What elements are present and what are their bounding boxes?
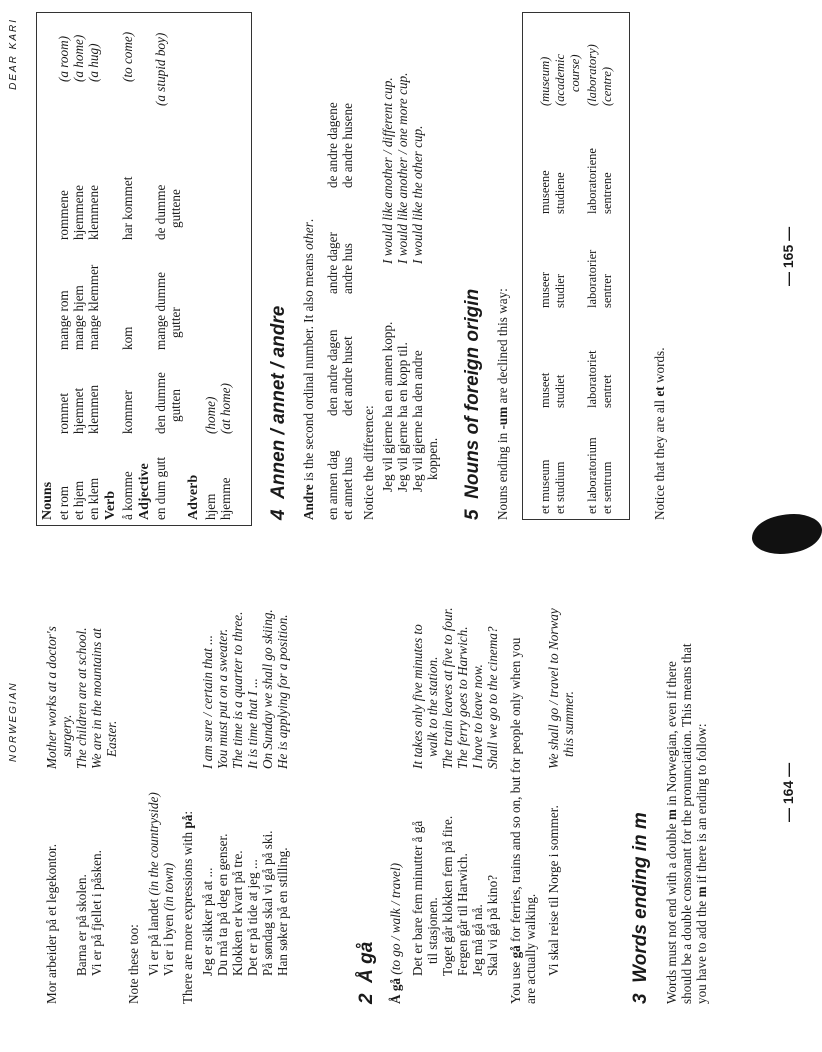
ex1-en-1: surgery. xyxy=(59,714,74,757)
ex3-no-2: Toget går klokken fem på fire. xyxy=(440,815,455,976)
noun-cell: klemmene xyxy=(86,185,101,240)
ex1-en-3: We are in the mountains at xyxy=(89,628,104,769)
ex2-no-0: Jeg er sikker på at ... xyxy=(200,867,215,976)
foreign-cell: et museum xyxy=(538,459,552,514)
ex5-no-0: Jeg vil gjerne ha en annen kopp. xyxy=(380,321,395,492)
ex1-en-2: The children are at school. xyxy=(74,627,89,769)
foreign-cell: et studium xyxy=(553,461,567,514)
noun-cell: klemmen xyxy=(86,384,101,434)
ex1-no-3: Vi er på fjellet i påsken. xyxy=(89,850,104,976)
foreign-cell: laboratorier xyxy=(585,249,599,308)
ex2-en-0: I am sure / certain that ... xyxy=(200,635,215,769)
ex3-no-4: Jeg må gå nå. xyxy=(470,904,485,976)
ex2-no-5: Han søker på en stilling. xyxy=(275,847,290,976)
adv-cell: (home) xyxy=(203,396,218,434)
section-2-heading: 2 Å gå xyxy=(356,941,377,1004)
note-line-1: Vi er i byen (in town) xyxy=(161,862,176,976)
ex3-en-4: I have to leave now. xyxy=(470,664,485,769)
ex4-no-0: Vi skal reise til Norge i sommer. xyxy=(546,805,561,976)
adj-cell: mange dumme xyxy=(153,271,168,350)
foreign-cell: studiet xyxy=(553,374,567,408)
noun-cell: (a hug) xyxy=(86,43,101,82)
adv-cell: hjemme xyxy=(218,477,233,520)
ex3-en-3: The ferry goes to Harwich. xyxy=(455,626,470,769)
ex2-en-4: On Sunday we shall go skiing. xyxy=(260,609,275,769)
aga-line: Å gå (to go / walk / travel) xyxy=(388,862,403,1004)
note-line-0: Vi er på landet (in the countryside) xyxy=(146,792,161,976)
andre-cell: de andre husene xyxy=(340,103,355,188)
andre-cell: det andre huset xyxy=(340,336,355,416)
ex3-no-5: Skal vi gå på kino? xyxy=(485,874,500,976)
section-3-heading: 3 Words ending in m xyxy=(630,812,651,1004)
noun-cell: mange rom xyxy=(56,290,71,350)
foreign-cell: sentrene xyxy=(600,172,614,214)
andre-text: Andre is the second ordinal number. It also means other. xyxy=(301,218,316,520)
use-ga-2: are actually walking. xyxy=(523,893,538,1004)
ex2-no-1: Du må ta på deg en genser. xyxy=(215,833,230,976)
foreign-cell: laboratoriene xyxy=(585,148,599,214)
foreign-cell: et sentrum xyxy=(600,461,614,514)
noun-cell: et hjem xyxy=(71,480,86,520)
ex3-no-0: Det er bare fem minutter å gå xyxy=(410,820,425,976)
foreign-cell: (laboratory) xyxy=(585,44,599,106)
adv-cell: hjem xyxy=(203,493,218,520)
ex3-no-3: Fergen går til Harwich. xyxy=(455,853,470,976)
page-number-left: — 164 — xyxy=(780,762,796,822)
ex5-no-2: Jeg vil gjerne ha den andre xyxy=(410,350,425,492)
foreign-cell: (centre) xyxy=(600,66,614,106)
ex5-no-3: koppen. xyxy=(425,437,440,480)
foreign-cell: museene xyxy=(538,170,552,214)
noun-cell: mange hjem xyxy=(71,285,86,350)
ex5-no-1: Jeg vil gjerne ha en kopp til. xyxy=(395,342,410,492)
noun-cell: hjemmet xyxy=(71,387,86,434)
noun-cell: rommet xyxy=(56,392,71,434)
ex2-en-1: You must put on a sweater. xyxy=(215,628,230,769)
foreign-cell: laboratoriet xyxy=(585,350,599,408)
ex4-en-1: this summer. xyxy=(561,691,576,757)
andre-cell: andre hus xyxy=(340,243,355,294)
foreign-cell: (museum) xyxy=(538,56,552,106)
ex2-en-3: It is time that I ... xyxy=(245,678,260,769)
foreign-cell: museer xyxy=(538,271,552,308)
adj-cell: gutter xyxy=(168,307,183,338)
more-expressions: There are more expressions with på: xyxy=(180,810,195,1004)
ex5-en-2: I would like the other cup. xyxy=(410,125,425,264)
foreign-cell: sentret xyxy=(600,374,614,408)
foreign-cell: course) xyxy=(568,54,582,92)
andre-cell: andre dager xyxy=(325,232,340,294)
adj-cell: en dum gutt xyxy=(153,456,168,520)
noun-cell: (a home) xyxy=(71,34,86,82)
page-164 xyxy=(0,526,822,1052)
use-ga-1: You use gå for ferries, trains and so on, but for people only when you xyxy=(508,637,523,1004)
verb-cell: å komme xyxy=(120,471,135,520)
page-number-right: — 165 — xyxy=(780,226,796,286)
ex3-en-0: It takes only five minutes to xyxy=(410,624,425,769)
andre-cell: den andre dagen xyxy=(325,329,340,416)
ex1-no-0: Mor arbeider på et legekontor. xyxy=(44,843,59,1004)
section-5-heading: 5 Nouns of foreign origin xyxy=(462,288,483,520)
running-head-right: DEAR KARI xyxy=(8,18,19,90)
ex3-no-1: til stasjonen. xyxy=(425,897,440,964)
foreign-cell: et laboratorium xyxy=(585,437,599,514)
section-4-heading: 4 Annen / annet / andre xyxy=(268,305,289,520)
ex5-en-0: I would like another / different cup. xyxy=(380,77,395,264)
noun-cell: hjemmene xyxy=(71,185,86,240)
noun-cell: mange klemmer xyxy=(86,264,101,350)
foreign-intro: Nouns ending in -um are declined this way: xyxy=(495,288,510,520)
adj-cell: guttene xyxy=(168,189,183,228)
ex3-en-5: Shall we go to the cinema? xyxy=(485,626,500,769)
adj-cell: de dumme xyxy=(153,184,168,240)
foreign-cell: studier xyxy=(553,273,567,308)
adjective-heading: Adjective xyxy=(137,463,152,520)
ex5-en-1: I would like another / one more cup. xyxy=(395,72,410,264)
nouns-heading: Nouns xyxy=(40,481,55,520)
adv-cell: (at home) xyxy=(218,383,233,434)
ex3-en-1: walk to the station. xyxy=(425,656,440,757)
noun-cell: et rom xyxy=(56,485,71,520)
adj-cell: (a stupid boy) xyxy=(153,32,168,106)
notice-et-words: Notice that they are all et words. xyxy=(652,347,667,520)
ex2-en-2: The time is a quarter to three. xyxy=(230,611,245,769)
ex2-no-4: På søndag skal vi gå på ski. xyxy=(260,830,275,976)
noun-cell: en klem xyxy=(86,477,101,520)
words-para-1: Words must not end with a double m in Norwegian, even if there xyxy=(664,661,679,1004)
verb-cell: (to come) xyxy=(120,31,135,82)
foreign-cell: sentrer xyxy=(600,273,614,308)
words-para-3: you have to add the m if there is an ending to follow: xyxy=(694,723,709,1004)
notice-difference: Notice the difference: xyxy=(361,405,376,520)
ex2-en-5: He is applying for a position. xyxy=(275,614,290,769)
adj-cell: gutten xyxy=(168,389,183,422)
foreign-cell: (academic xyxy=(553,53,567,106)
adverb-heading: Adverb xyxy=(186,474,201,520)
ex3-en-2: The train leaves at five to four. xyxy=(440,607,455,769)
ex4-en-0: We shall go / travel to Norway xyxy=(546,608,561,769)
ex1-en-0: Mother works at a doctor's xyxy=(44,626,59,769)
declension-box xyxy=(36,12,252,526)
note-too: Note these too: xyxy=(126,924,141,1004)
andre-cell: et annet hus xyxy=(340,457,355,520)
verb-cell: kommer xyxy=(120,390,135,434)
andre-cell: en annen dag xyxy=(325,450,340,520)
adj-cell: den dumme xyxy=(153,372,168,434)
foreign-cell: museet xyxy=(538,372,552,408)
ex2-no-2: Klokken er kvart på tre. xyxy=(230,850,245,976)
running-head-left: NORWEGIAN xyxy=(8,681,19,762)
verb-cell: kom xyxy=(120,326,135,350)
ex1-no-2: Barna er på skolen. xyxy=(74,874,89,976)
ex2-no-3: Det er på tide at jeg ... xyxy=(245,859,260,976)
words-para-2: should be a double consonant for the pronunciation. This means that xyxy=(679,643,694,1004)
verb-cell: har kommet xyxy=(120,176,135,240)
noun-cell: (a room) xyxy=(56,35,71,82)
andre-cell: de andre dagene xyxy=(325,102,340,188)
foreign-cell: studiene xyxy=(553,172,567,214)
verb-heading: Verb xyxy=(103,490,118,520)
noun-cell: rommene xyxy=(56,190,71,240)
ex1-en-4: Easter. xyxy=(104,720,119,757)
